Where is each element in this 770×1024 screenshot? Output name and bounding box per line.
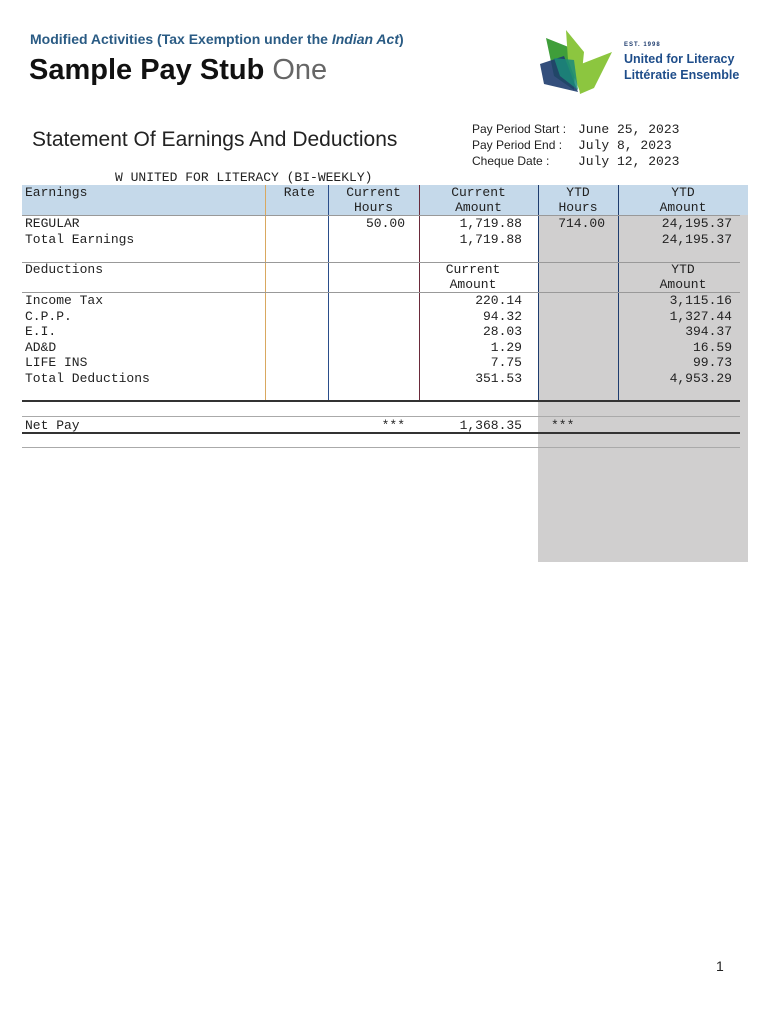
statement-title: Statement Of Earnings And Deductions <box>32 128 398 151</box>
current-hours-header: Current Hours <box>346 185 401 215</box>
page-title: Sample Pay Stub One <box>29 54 328 86</box>
deduction-label: Total Deductions <box>25 370 150 386</box>
deduction-amount: 7.75 <box>490 355 522 370</box>
divider <box>22 416 740 417</box>
deduction-amount: 94.32 <box>482 308 522 324</box>
deduction-ytd: 394.37 <box>685 324 732 339</box>
deduction-amount: 351.53 <box>475 370 522 386</box>
deductions-current-header: Current Amount <box>445 262 501 292</box>
cheque-date-label: Cheque Date : <box>472 154 550 168</box>
divider <box>22 400 740 402</box>
deduction-ytd: 1,327.44 <box>669 308 732 324</box>
subtitle: Modified Activities (Tax Exemption under the Indian Act) <box>30 31 404 47</box>
deduction-ytd: 16.59 <box>692 339 732 355</box>
column-divider <box>265 185 266 401</box>
deductions-ytd-header: YTD Amount <box>659 262 707 292</box>
divider <box>22 447 740 448</box>
document-page: Modified Activities (Tax Exemption under the Indian Act) Sample Pay Stub One EST. 1998 United for Literacy Littératie Ensemble Statement Of Earnings And Deductions Pay Period Start : Pay Period End : Cheque Date : June 25, 2023 July 8, 2023 July 12, 2023 W UNITED FOR LITERACY (BI-WEEKLY) Earnings Rate Current Hours Current Amount YTD Hours YTD Amount REGULAR 50.00 1,719.88 714.00 24,195.37 Total Earnings 1,719.88 24,195.37 Deductions Current Amount YTD Amount Income Tax 220.14 3,115.16 C.P.P. 94.32 1,327.44 E.I. 28.03 394.37 AD&D 1.29 16.59 LIFE INS 7.75 99.73 Total Deductions 351.53 4,953.29 Net Pay *** 1,368.35 *** 1 <box>0 0 770 1024</box>
logo: EST. 1998 United for Literacy Littératie Ensemble <box>536 30 756 96</box>
cheque-date: July 12, 2023 <box>578 154 680 169</box>
deduction-ytd: 99.73 <box>692 355 732 370</box>
employer-name: W UNITED FOR LITERACY (BI-WEEKLY) <box>115 170 373 185</box>
deduction-amount: 28.03 <box>482 324 522 339</box>
pay-period-start: June 25, 2023 <box>578 122 680 137</box>
deduction-label: LIFE INS <box>25 355 88 370</box>
current-amount-header: Current Amount <box>451 185 506 215</box>
deduction-label: AD&D <box>25 339 57 355</box>
deduction-ytd: 4,953.29 <box>669 370 732 386</box>
deduction-label: E.I. <box>25 324 57 339</box>
pay-period-end-label: Pay Period End : <box>472 138 563 152</box>
logo-leaves-icon <box>536 30 616 96</box>
deduction-amount: 1.29 <box>490 339 522 355</box>
pay-period-start-label: Pay Period Start : <box>472 122 567 136</box>
deduction-label: Income Tax <box>25 293 104 308</box>
deduction-amount: 220.14 <box>475 293 522 308</box>
pay-period-end: July 8, 2023 <box>578 138 672 153</box>
page-number: 1 <box>716 958 724 974</box>
ytd-amount-header: YTD Amount <box>659 185 707 215</box>
ytd-hours-header: YTD Hours <box>558 185 598 215</box>
deduction-label: C.P.P. <box>25 308 72 324</box>
deduction-ytd: 3,115.16 <box>669 293 732 308</box>
